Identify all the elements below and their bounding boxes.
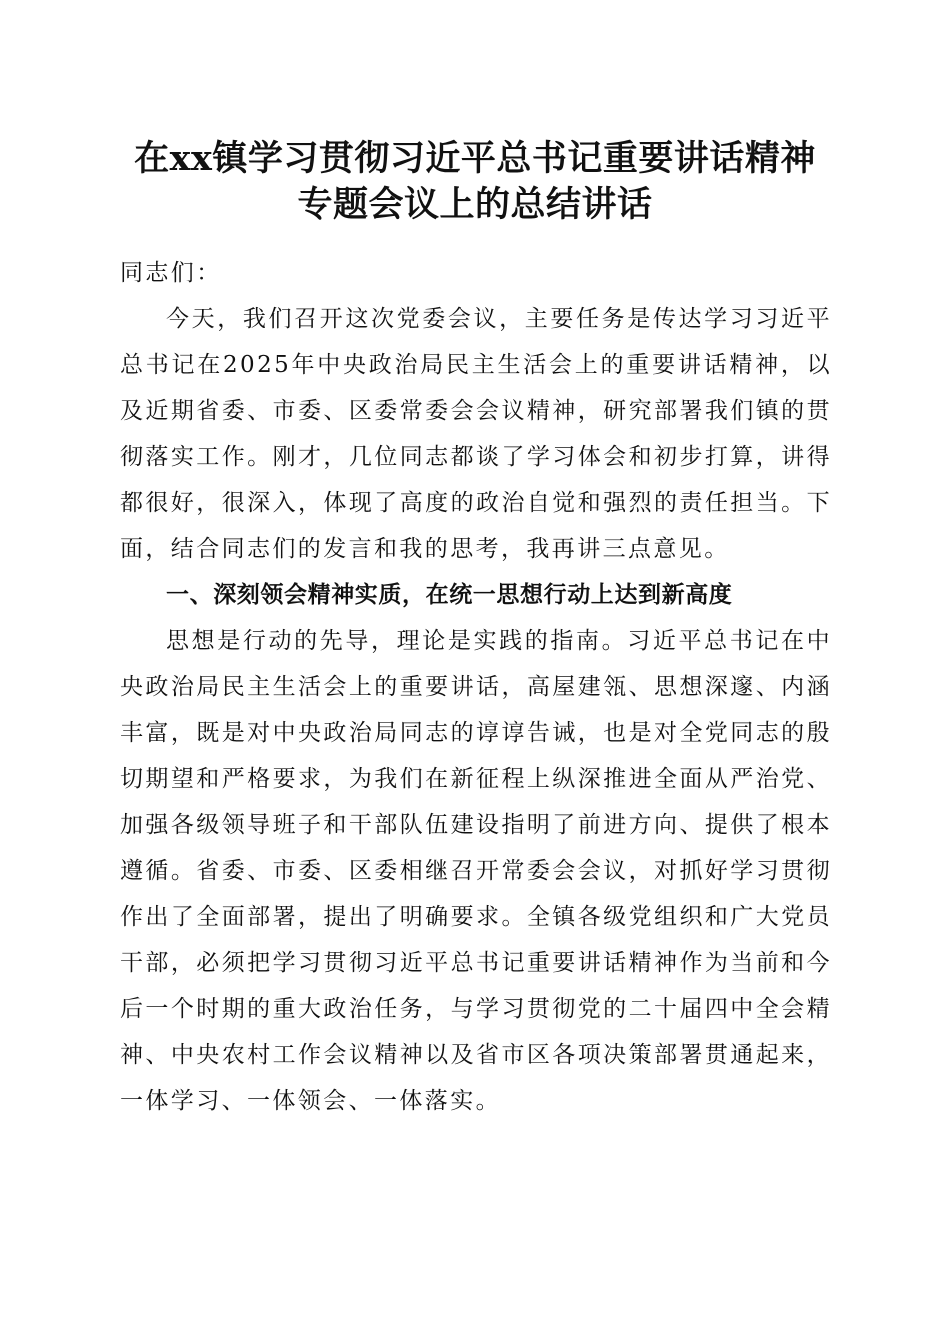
document-title-line-1: 在xx镇学习贯彻习近平总书记重要讲话精神 — [134, 138, 816, 179]
section-1-heading: 一、深刻领会精神实质，在统一思想行动上达到新高度 — [166, 582, 733, 608]
document-title-line-2: 专题会议上的总结讲话 — [297, 184, 653, 225]
salutation: 同志们： — [120, 260, 222, 286]
document-body — [120, 250, 832, 1124]
section-1-paragraph: 思想是行动的先导，理论是实践的指南。习近平总书记在中央政治局民主生活会上的重要讲话，高屋建瓴、思想深邃、内涵丰富，既是对中央政治局同志的谆谆告诫，也是对全党同志的殷切期望和严格要求，为我们在新征程上纵深推进全面从严治党、加强各级领导班子和干部队伍建设指明了前进方向、提供了根本遵循。省委、市委、区委相继召开常委会会议，对抓好学习贯彻作出了全面部署，提出了明确要求。全镇各级党组织和广大党员干部，必须把学习贯彻习近平总书记重要讲话精神作为当前和今后一个时期的重大政治任务，与学习贯彻党的二十届四中全会精神、中央农村工作会议精神以及省市区各项决策部署贯通起来，一体学习、一体领会、一体落实。 — [120, 628, 832, 1114]
opening-paragraph: 今天，我们召开这次党委会议，主要任务是传达学习习近平总书记在2025年中央政治局民主生活会上的重要讲话精神，以及近期省委、市委、区委常委会会议精神，研究部署我们镇的贯彻落实工作。刚才，几位同志都谈了学习体会和初步打算，讲得都很好，很深入，体现了高度的政治自觉和强烈的责任担当。下面，结合同志们的发言和我的思考，我再讲三点意见。 — [120, 306, 832, 562]
